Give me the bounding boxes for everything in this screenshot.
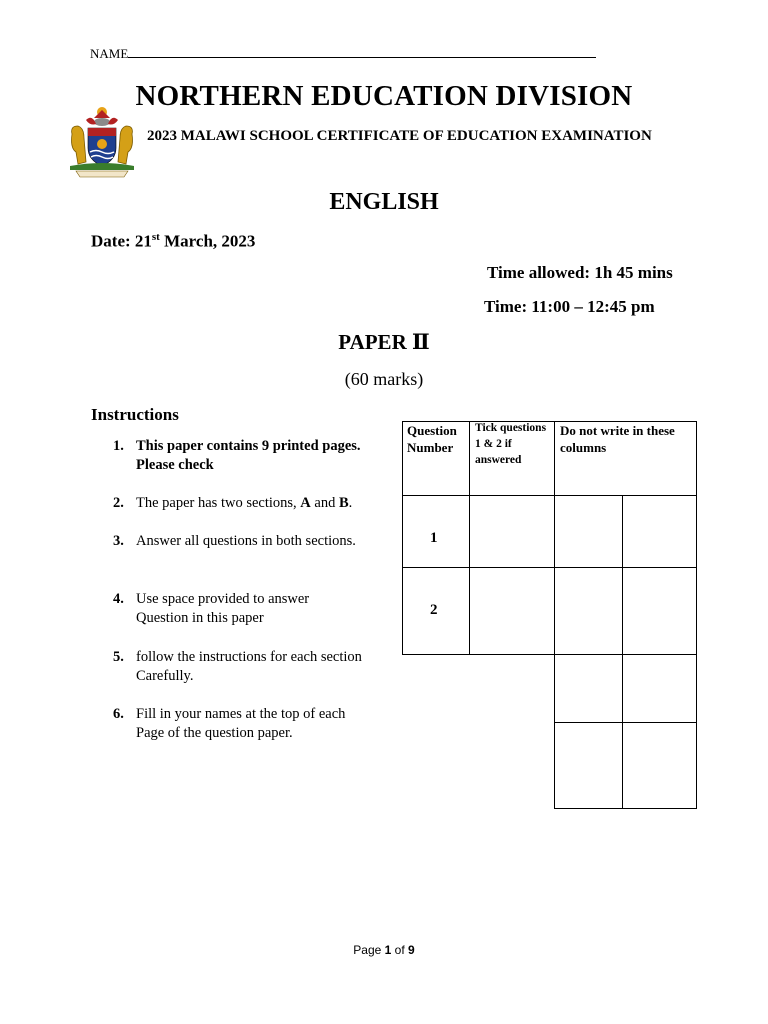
- section-a-label: A: [300, 495, 311, 511]
- table-border: [696, 421, 697, 809]
- instruction-text: Answer all questions in both sections.: [136, 533, 356, 549]
- question-row-number: 2: [430, 602, 438, 618]
- instruction-text-part: .: [348, 495, 353, 511]
- total-marks: (60 marks): [344, 369, 424, 389]
- page-prefix: Page: [353, 943, 385, 957]
- instruction-number: 5.: [113, 649, 124, 665]
- instruction-text-part: and: [310, 495, 339, 511]
- tick-cell-question-1[interactable]: [470, 496, 554, 567]
- instruction-number: 4.: [113, 591, 124, 607]
- examiner-columns-header: Do not write in these columns: [560, 423, 675, 455]
- page-of: of: [391, 943, 409, 957]
- current-page: 1: [384, 943, 392, 957]
- table-border: [622, 495, 623, 809]
- table-border: [554, 722, 697, 723]
- exam-title: 2023 MALAWI SCHOOL CERTIFICATE OF EDUCATION EXAMINATION: [147, 128, 652, 144]
- date-ordinal: st: [151, 231, 160, 243]
- name-label: NAME: [90, 46, 129, 61]
- table-border: [554, 421, 555, 809]
- time-allowed: Time allowed: 1h 45 mins: [487, 263, 673, 282]
- question-row-number: 1: [430, 530, 438, 546]
- date-suffix: March, 2023: [159, 231, 256, 251]
- instruction-number: 6.: [113, 706, 124, 722]
- organization-title: NORTHERN EDUCATION DIVISION: [135, 80, 633, 112]
- instruction-text: Use space provided to answer Question in this paper: [136, 591, 310, 626]
- table-border: [554, 808, 697, 809]
- instruction-text: This paper contains 9 printed pages. Please check: [136, 438, 361, 473]
- instructions-heading: Instructions: [91, 405, 179, 424]
- section-b-label: B: [338, 495, 349, 511]
- instruction-number: 3.: [113, 533, 124, 549]
- instruction-text: follow the instructions for each section Carefully.: [136, 649, 362, 684]
- total-pages: 9: [408, 943, 415, 957]
- table-border: [402, 654, 697, 655]
- date-prefix: Date: 21: [91, 231, 152, 251]
- instruction-text-part: The paper has two sections,: [136, 495, 301, 511]
- tick-header: Tick questions 1 & 2 if answered: [475, 422, 547, 466]
- exam-time: Time: 11:00 – 12:45 pm: [484, 297, 655, 316]
- table-border: [402, 421, 403, 655]
- tick-cell-question-2[interactable]: [470, 568, 554, 654]
- page-footer: [0, 943, 768, 957]
- subject-title: ENGLISH: [329, 189, 439, 215]
- paper-number: PAPER Ⅱ: [338, 330, 430, 354]
- question-number-header: Question Number: [407, 423, 457, 455]
- instruction-number: 1.: [113, 438, 124, 454]
- instruction-number: 2.: [113, 495, 124, 511]
- instruction-text: Fill in your names at the top of each Page of the question paper.: [136, 706, 346, 741]
